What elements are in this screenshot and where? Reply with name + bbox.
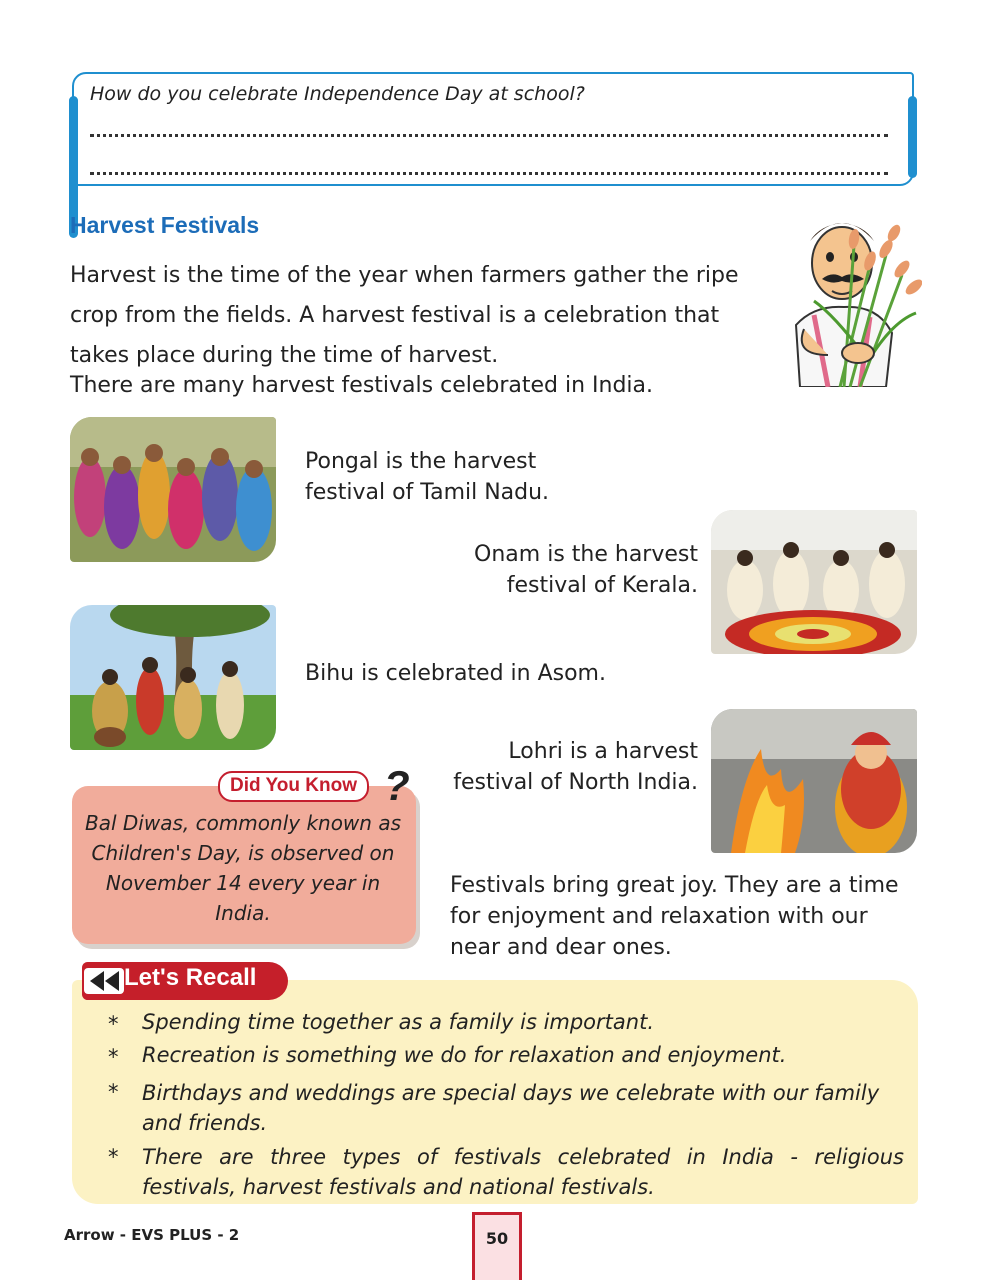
lohri-photo <box>711 709 917 853</box>
lohri-text: Lohri is a harvest festival of North India. <box>453 739 698 795</box>
recall-label: Let's Recall <box>124 964 257 991</box>
bullet: * <box>108 1045 119 1069</box>
recall-item: Recreation is something we do for relaxation and enjoyment. <box>142 1043 787 1067</box>
question-box-right-bar <box>908 96 917 178</box>
pongal-photo <box>70 417 276 562</box>
did-you-know-text: Bal Diwas, commonly known as Children's Day, is observed on November 14 every year in India. <box>84 811 401 925</box>
answer-line-1[interactable] <box>90 134 888 139</box>
bullet: * <box>108 1145 119 1169</box>
answer-line-2[interactable] <box>90 172 888 177</box>
harvest-paragraph: Harvest is the time of the year when farmers gather the ripe crop from the fields. A harvest festival is a celebration that takes place during the time of harvest. <box>70 263 739 368</box>
bullet: * <box>108 1012 119 1036</box>
book-title: Arrow - EVS PLUS - 2 <box>64 1226 240 1244</box>
recall-item: Birthdays and weddings are special days we celebrate with our family and friends. <box>142 1081 880 1135</box>
rewind-icon <box>84 968 124 998</box>
question-text: How do you celebrate Independence Day at school? <box>90 83 585 105</box>
onam-photo <box>711 510 917 654</box>
did-you-know-label: Did You Know <box>218 771 369 802</box>
section-heading: Harvest Festivals <box>70 212 260 238</box>
recall-item: Spending time together as a family is important. <box>142 1010 654 1034</box>
recall-item: There are three types of festivals celebrated in India - religious festivals, harvest festivals and national festivals. <box>142 1145 904 1199</box>
festival-joy-text: Festivals bring great joy. They are a time for enjoyment and relaxation with our near and dear ones. <box>450 873 899 960</box>
page-number: 50 <box>472 1212 522 1280</box>
question-mark-icon: ? <box>384 762 410 809</box>
bullet: * <box>108 1080 119 1104</box>
bihu-photo <box>70 605 276 750</box>
farmer-illustration <box>774 205 922 391</box>
bihu-text: Bihu is celebrated in Asom. <box>305 661 606 686</box>
pongal-text: Pongal is the harvest festival of Tamil Nadu. <box>305 449 550 505</box>
harvest-intro: There are many harvest festivals celebrated in India. <box>70 373 654 398</box>
onam-text: Onam is the harvest festival of Kerala. <box>474 542 698 598</box>
